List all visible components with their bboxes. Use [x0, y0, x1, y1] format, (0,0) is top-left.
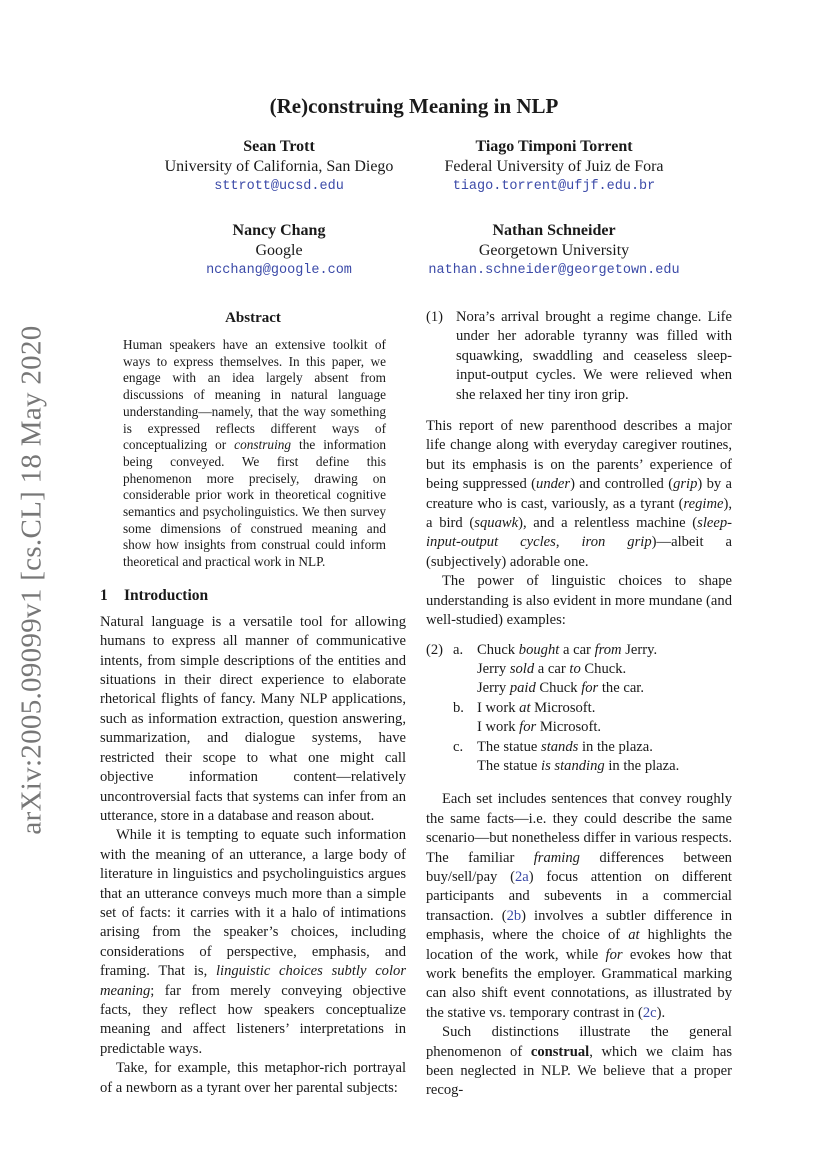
body-paragraph [426, 417, 732, 572]
example-sentence [477, 679, 644, 698]
sentence-part: The statue [477, 738, 542, 755]
example-sentence [477, 738, 653, 757]
author-affiliation: University of California, San Diego [164, 158, 394, 175]
sentence-part: Jerry. [621, 641, 658, 658]
paragraph-part: ). [656, 1004, 666, 1021]
author-affiliation: Google [255, 242, 303, 259]
left-column [100, 308, 406, 1098]
sentence-emphasis: sold [509, 660, 535, 677]
paragraph-part: )—albeit a (subjectively) adorable one. [426, 534, 733, 570]
sentence-part: in the plaza. [578, 738, 653, 755]
sentence-part: Microsoft. [530, 699, 596, 716]
author-email[interactable]: nathan.schneider@georgetown.edu [428, 263, 680, 278]
author-block [404, 221, 704, 281]
example-reference-link[interactable]: 2c [642, 1004, 657, 1021]
sentence-emphasis: to [569, 660, 581, 677]
sentence-emphasis: from [594, 641, 622, 658]
example-sentence [477, 699, 595, 718]
abstract-text-part: the information being conveyed. We first define this phenomenon more precisely, drawing on considerable prior work in theoretical cognitive semantics and psycholinguistics. We then survey some dimensions of construed meaning and show how insights from construal could inform theoretical and practical work in NLP. [123, 437, 386, 570]
example-2 [426, 641, 732, 777]
paragraph-part: This report of new parenthood describes a major life change along with everyday caregiver routines, but its emphasis is on the parents’ experience of being suppressed ( [426, 418, 732, 493]
sentence-emphasis: at [519, 699, 531, 716]
intro-paragraph: Take, for example, this metaphor-rich portrayal of a newborn as a tyrant over her parental subjects: [100, 1060, 406, 1096]
example-line [426, 718, 732, 737]
example-reference-link[interactable]: 2a [514, 868, 529, 885]
body-paragraph [426, 1023, 732, 1101]
sentence-part: I work [477, 719, 520, 736]
paragraph-emphasis: under [536, 476, 571, 493]
example-sentence [477, 660, 626, 679]
example-line [426, 641, 732, 660]
author-name: Nancy Chang [232, 222, 326, 239]
abstract-text-part: Human speakers have an extensive toolkit of ways to express themselves. In this paper, we engage with an idea largely absent from discussions of meaning in natural language understanding—namely, that the way something is expressed reflects different ways of conceptualizing or [123, 337, 386, 453]
paragraph-part: differences between buy/sell/pay ( [426, 849, 732, 885]
author-affiliation: Federal University of Juiz de Fora [444, 158, 664, 175]
author-affiliation: Georgetown University [478, 242, 630, 259]
author-name: Nathan Schneider [492, 222, 616, 239]
sentence-part: The statue [477, 757, 542, 774]
sentence-emphasis: for [519, 719, 537, 736]
paragraph-emphasis: squawk [474, 515, 519, 532]
intro-paragraph: Natural language is a versatile tool for allowing humans to express all manner of communicative intents, from simple descriptions of the entities and situations in their direct experience to elaborate rhetorical flights of fancy. Many NLP applications, such as information extraction, question answering, summarization, and dialogue systems, have restricted their scope to what one might call objective information content—relatively uncontroversial facts that systems can infer from an utterance, store in a database and reason about. [100, 613, 406, 824]
author-email[interactable]: sttrott@ucsd.edu [214, 179, 344, 194]
paragraph-emphasis: linguistic choices subtly color meaning [100, 963, 406, 999]
paragraph-part: ; far from merely conveying objective facts, they reflect how speakers conceptualize meaning and affect listeners’ interpretations in predictable ways. [100, 982, 406, 1057]
intro-paragraph [100, 826, 406, 1059]
abstract-heading: Abstract [225, 310, 281, 326]
arxiv-identifier[interactable]: arXiv:2005.09099v1 [cs.CL] 18 May 2020 [15, 325, 48, 835]
example-sub-label: c. [453, 738, 464, 755]
author-email[interactable]: tiago.torrent@ufjf.edu.br [452, 179, 656, 194]
paragraph-emphasis: grip [673, 476, 698, 493]
sentence-part: Chuck [477, 641, 519, 658]
paragraph-emphasis: at [628, 927, 640, 944]
section-heading [100, 587, 406, 605]
section-title: Introduction [124, 586, 209, 604]
example-text: Nora’s arrival brought a regime change. Life under her adorable tyranny was filled with squawking, swaddling and ceaseless sleep-input-output cycles. We were relieved when she relaxed her tiny iron grip. [456, 309, 732, 403]
abstract-text [100, 337, 406, 571]
sentence-part: in the plaza. [604, 757, 680, 774]
abstract-emphasis: construing [234, 437, 292, 453]
sentence-part: a car [559, 641, 595, 658]
sentence-emphasis: is standing [541, 757, 605, 774]
author-name: Sean Trott [243, 138, 315, 155]
paragraph-emphasis: iron grip [581, 534, 652, 551]
paragraph-part: ), a bird ( [426, 495, 732, 532]
paragraph-part: highlights the location of the work, while [426, 927, 733, 963]
sentence-emphasis: for [581, 680, 599, 697]
paper-title: (Re)construing Meaning in NLP [269, 94, 559, 118]
sentence-part: Jerry [477, 680, 510, 697]
paragraph-bold-term: construal [530, 1043, 590, 1060]
paragraph-part: , [555, 534, 582, 551]
sentence-emphasis: paid [509, 680, 536, 697]
example-line [426, 679, 732, 698]
example-line [426, 660, 732, 679]
example-sub-label: a. [453, 641, 464, 658]
section-number: 1 [100, 586, 108, 604]
body-paragraph [426, 790, 732, 1023]
sentence-part: Chuck. [580, 660, 627, 677]
paragraph-emphasis: framing [533, 849, 580, 866]
example-line [426, 757, 732, 776]
paragraph-part: ) and controlled ( [570, 476, 674, 493]
paragraph-emphasis: sleep-input-output cycles [426, 515, 732, 551]
paragraph-part: evokes how that work benefits the employer. Grammatical marking can also shift event connotations, as illustrated by the stative vs. temporary contrast in ( [426, 946, 732, 1021]
example-number: (1) [426, 309, 444, 325]
sentence-emphasis: bought [518, 641, 560, 658]
example-1 [426, 308, 732, 405]
example-sentence [477, 757, 679, 776]
sentence-part: Microsoft. [536, 719, 602, 736]
example-reference-link[interactable]: 2b [506, 907, 522, 924]
paragraph-part: , which we claim has been neglected in NLP. We believe that a proper recog- [426, 1043, 733, 1099]
sentence-part: I work [477, 699, 520, 716]
paragraph-part: Each set includes sentences that convey roughly the same facts—i.e. they could describe the same scenario—but nonetheless differ in various respects. The familiar [426, 791, 732, 866]
sentence-part: Jerry [477, 660, 510, 677]
sentence-part: a car [534, 660, 570, 677]
right-column [426, 308, 732, 1101]
sentence-part: the car. [598, 680, 645, 697]
author-name: Tiago Timponi Torrent [475, 138, 633, 155]
author-block [404, 137, 704, 197]
example-line [426, 699, 732, 718]
paragraph-part: Such distinctions illustrate the general phenomenon of [426, 1024, 732, 1060]
paragraph-part: ) focus attention on different participants and subevents in a commercial transaction. ( [426, 868, 732, 924]
example-sub-label: b. [453, 699, 464, 716]
author-block [129, 221, 429, 281]
example-sentence [477, 718, 601, 737]
paragraph-part: ) involves a subtler difference in emphasis, where the choice of [426, 907, 732, 944]
paragraph-part: While it is tempting to equate such information with the meaning of an utterance, a large body of literature in linguistics and psycholinguistics argues that an utterance conveys much more than a simple set of facts: it carries with it a halo of intimations arising from the speaker’s choices, including considerations of perspective, emphasis, and framing. That is, [100, 827, 406, 980]
author-email[interactable]: ncchang@google.com [206, 263, 352, 278]
author-block [129, 137, 429, 197]
example-sentence [477, 641, 657, 660]
body-paragraph: The power of linguistic choices to shape understanding is also evident in more mundane (and well-studied) examples: [426, 573, 732, 629]
example-number: (2) [426, 641, 444, 658]
sentence-part: Chuck [535, 680, 582, 697]
paragraph-emphasis: for [605, 946, 623, 963]
sentence-emphasis: stands [541, 738, 579, 755]
arxiv-sidebar [12, 315, 52, 845]
paragraph-part: ), and a relentless machine ( [518, 515, 698, 532]
example-line [426, 738, 732, 757]
paragraph-part: ) by a creature who is cast, variously, as a tyrant ( [426, 476, 733, 512]
paragraph-emphasis: regime [683, 495, 724, 512]
